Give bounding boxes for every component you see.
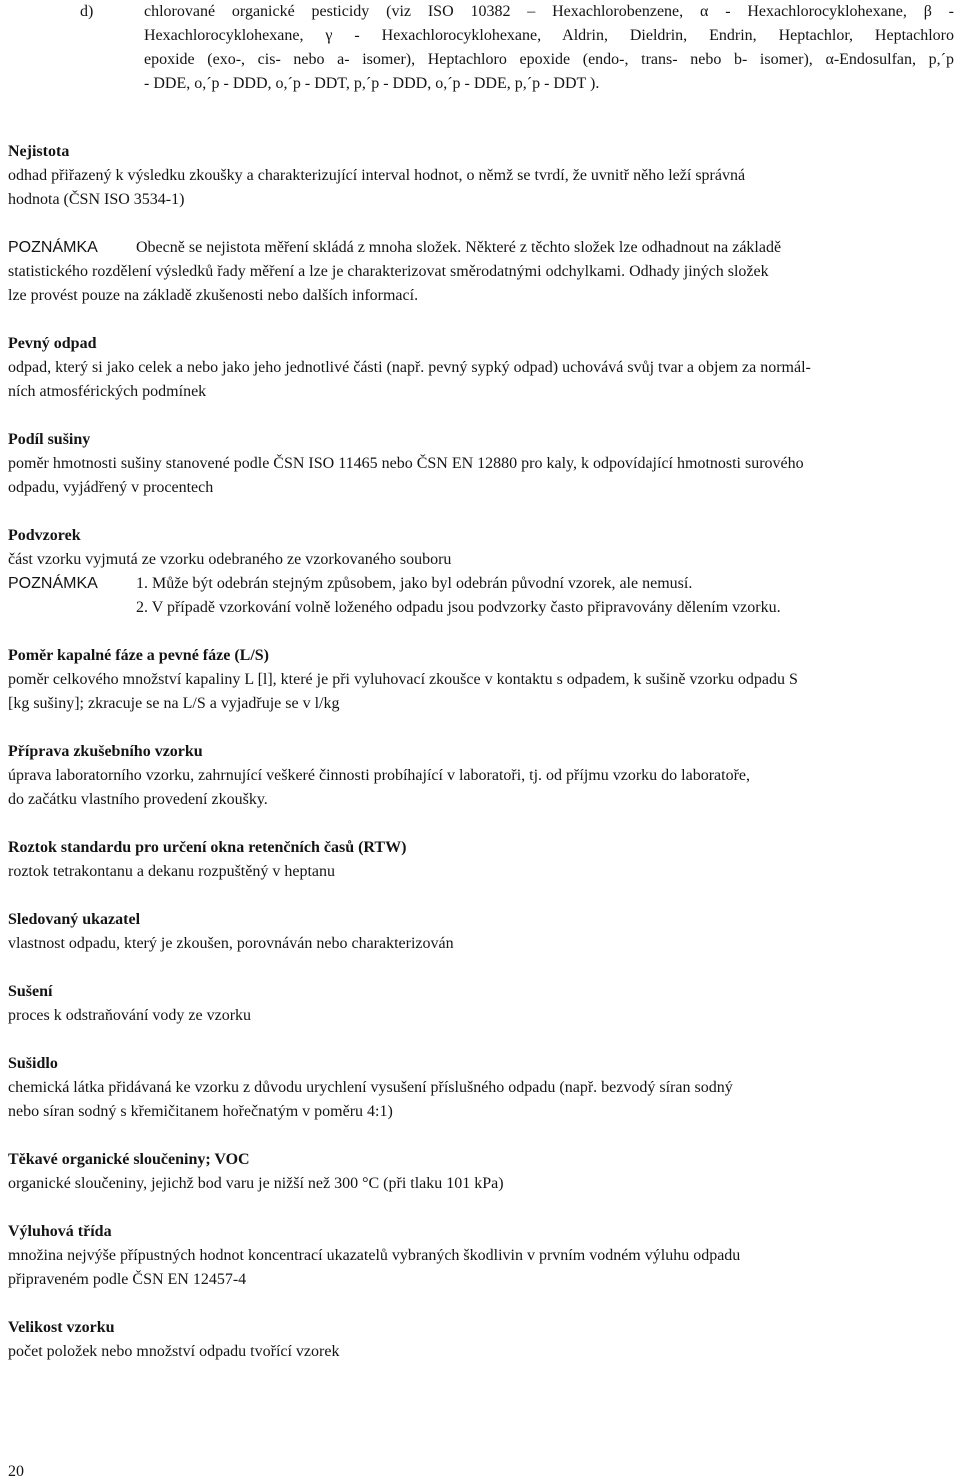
definition-text <box>8 1076 958 1124</box>
definition-term: Sušení <box>8 983 53 1000</box>
text-line: epoxide (exo-, cis- nebo a- isomer), Heptachloro epoxide (endo-, trans- nebo b- isomer), α-Endosulfan, p,´p <box>144 51 954 68</box>
definition-term: Podíl sušiny <box>8 431 91 448</box>
text-line: roztok tetrakontanu a dekanu rozpuštěný v heptanu <box>8 863 335 880</box>
note-text: Obecně se nejistota měření skládá z mnoha složek. Některé z těchto složek lze odhadnout na základě <box>136 239 782 256</box>
text-line: - DDE, o,´p - DDD, o,´p - DDT, p,´p - DDD, o,´p - DDE, p,´p - DDT ). <box>144 75 600 92</box>
definition-entry <box>8 332 958 404</box>
list-item-text <box>144 0 954 96</box>
definitions-list <box>8 140 958 1388</box>
definition-text <box>8 932 958 956</box>
list-marker: d) <box>80 3 94 20</box>
note-label: POZNÁMKA <box>8 575 98 592</box>
definition-term: Sledovaný ukazatel <box>8 911 141 928</box>
definition-text <box>8 548 958 572</box>
definition-entry <box>8 140 958 308</box>
definition-term: Roztok standardu pro určení okna retenčních časů (RTW) <box>8 839 407 856</box>
definition-entry <box>8 1316 958 1364</box>
definition-term: Nejistota <box>8 143 70 160</box>
definition-entry <box>8 1220 958 1292</box>
definition-term: Sušidlo <box>8 1055 58 1072</box>
text-line: odhad přiřazený k výsledku zkoušky a charakterizující interval hodnot, o němž se tvrdí, že uvnitř něho leží správná <box>8 167 746 184</box>
definition-text <box>8 860 958 884</box>
definition-term: Výluhová třída <box>8 1223 112 1240</box>
definition-text <box>8 1244 958 1292</box>
definition-entry <box>8 644 958 716</box>
definition-entry <box>8 980 958 1028</box>
text-line: poměr hmotnosti sušiny stanovené podle ČSN ISO 11465 nebo ČSN EN 12880 pro kaly, k odpovídající hmotnosti surového <box>8 455 804 472</box>
text-line: Hexachlorocyklohexane, γ - Hexachlorocyklohexane, Aldrin, Dieldrin, Endrin, Heptachlor, Heptachloro <box>144 27 954 44</box>
definition-text <box>8 164 958 212</box>
text-line: odpad, který si jako celek a nebo jako jeho jednotlivé části (např. pevný sypký odpad) uchovává svůj tvar a objem za normál- <box>8 359 811 376</box>
page-number: 20 <box>8 1463 24 1480</box>
text-line: odpadu, vyjádřený v procentech <box>8 479 214 496</box>
text-line: statistického rozdělení výsledků řady měření a lze je charakterizovat směrodatnými odchylkami. Odhady jiných složek <box>8 263 769 280</box>
text-line: nebo síran sodný s křemičitanem hořečnatým v poměru 4:1) <box>8 1103 393 1120</box>
definition-entry <box>8 908 958 956</box>
text-line: ních atmosférických podmínek <box>8 383 207 400</box>
text-line: úprava laboratorního vzorku, zahrnující veškeré činnosti probíhající v laboratoři, tj. od příjmu vzorku do laboratoře, <box>8 767 750 784</box>
definition-term: Podvzorek <box>8 527 81 544</box>
definition-entry <box>8 836 958 884</box>
note-label: POZNÁMKA <box>8 239 98 256</box>
text-line: chlorované organické pesticidy (viz ISO 10382 – Hexachlorobenzene, α - Hexachlorocyklohexane, β - <box>144 3 954 20</box>
text-line <box>8 236 958 260</box>
definition-term: Příprava zkušebního vzorku <box>8 743 203 760</box>
note-item: 1. Může být odebrán stejným způsobem, jako byl odebrán původní vzorek, ale nemusí. <box>136 575 693 592</box>
definition-text <box>8 668 958 716</box>
list-item-d <box>8 0 954 96</box>
text-line: poměr celkového množství kapaliny L [l], které je při vyluhovací zkoušce v kontaktu s odpadem, k sušině vzorku odpadu S <box>8 671 798 688</box>
note-block <box>8 572 958 620</box>
definition-entry <box>8 740 958 812</box>
text-line: počet položek nebo množství odpadu tvořící vzorek <box>8 1343 340 1360</box>
definition-entry <box>8 1052 958 1124</box>
text-line: organické sloučeniny, jejichž bod varu je nižší než 300 °C (při tlaku 101 kPa) <box>8 1175 504 1192</box>
text-line: hodnota (ČSN ISO 3534-1) <box>8 191 185 208</box>
text-line: část vzorku vyjmutá ze vzorku odebraného ze vzorkovaného souboru <box>8 551 452 568</box>
definition-text <box>8 1172 958 1196</box>
note-block <box>8 236 958 308</box>
definition-entry <box>8 428 958 500</box>
text-line <box>8 596 958 620</box>
text-line: vlastnost odpadu, který je zkoušen, porovnáván nebo charakterizován <box>8 935 454 952</box>
definition-entry <box>8 1148 958 1196</box>
definition-term: Poměr kapalné fáze a pevné fáze (L/S) <box>8 647 269 664</box>
text-line: proces k odstraňování vody ze vzorku <box>8 1007 252 1024</box>
definition-term: Pevný odpad <box>8 335 97 352</box>
text-line: do začátku vlastního provedení zkoušky. <box>8 791 268 808</box>
definition-text <box>8 764 958 812</box>
text-line: chemická látka přidávaná ke vzorku z důvodu urychlení vysušení příslušného odpadu (např. bezvodý síran sodný <box>8 1079 733 1096</box>
definition-text <box>8 1340 958 1364</box>
definition-text <box>8 1004 958 1028</box>
definition-term: Velikost vzorku <box>8 1319 115 1336</box>
definition-text <box>8 452 958 500</box>
text-line: připraveném podle ČSN EN 12457-4 <box>8 1271 247 1288</box>
text-line: lze provést pouze na základě zkušenosti nebo dalších informací. <box>8 287 419 304</box>
definition-text <box>8 356 958 404</box>
text-line <box>8 572 958 596</box>
text-line: [kg sušiny]; zkracuje se na L/S a vyjadřuje se v l/kg <box>8 695 340 712</box>
note-item: 2. V případě vzorkování volně loženého odpadu jsou podvzorky často připravovány dělením vzorku. <box>136 599 781 616</box>
definition-entry <box>8 524 958 620</box>
text-line: množina nejvýše přípustných hodnot koncentrací ukazatelů vybraných škodlivin v prvním vodném výluhu odpadu <box>8 1247 741 1264</box>
definition-term: Těkavé organické sloučeniny; VOC <box>8 1151 250 1168</box>
